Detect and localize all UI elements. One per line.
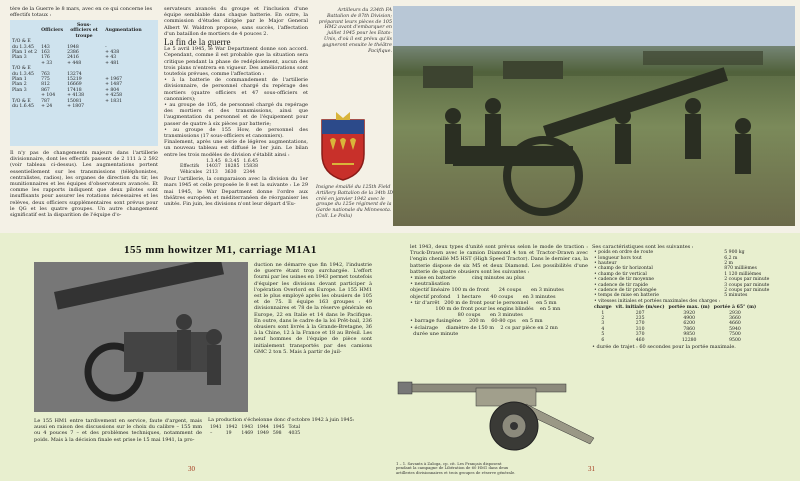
table-cell: 870 millièmes [724,266,757,272]
table-cell: 2113 [206,169,218,175]
col2-para4: Pour l'artillerie, la comparaison avec la division du 1er mars 1945 et celle proposée le 8 est la suivante : Le 29 mai 1945, le War Department donne l'ordre aux théâtres européen et méditerranéen de réorganiser les unités. Fin juin, les divisions n'ont leur départ d'Eu- [164,176,308,207]
table-cell: 1945 [272,425,285,431]
table-header-cell: charge [594,305,612,311]
howitzer-m1-icon [396,346,596,456]
table-cell: 1 120 millièmes [724,271,762,277]
table-cell: 17418 [67,87,82,93]
table-cell: 4 [601,326,605,332]
table-cell: 6200 [683,321,696,327]
table-cell: 812 [41,82,50,88]
table-cell: T/O & E [12,98,31,104]
table-cell: + 33 [41,60,53,66]
col2-para2: Le 5 avril 1945, le War Department donne son accord. Cependant, comme il est probable que la situation sera critique pendant la phase de redéploiement, aucun des trois plans n'entrera en vigueur. Des améliorations sont toutefois prévues, comme l'affectation : [164,46,308,78]
table-row [208,431,302,436]
bullet-1: • à la batterie de commandement de l'artillerie divisionnaire, de personnel chargé du repérage des mortiers (quatre officiers et 47 sous-officiers et canonniers); [164,77,308,102]
table-cell: Plan 1 et 2 [12,50,38,56]
page-number-right: 31 [588,465,595,473]
list-item: objectif linéaire 100 m de front 24 coups en 3 minutes [410,287,564,294]
howitzer-illustration [396,346,596,456]
table-cell: + 1831 [105,98,123,104]
table-cell: + 24 [41,104,53,110]
table-cell: 2 coups par minute [724,277,770,283]
intro-line-2: effectifs totaux : [10,12,52,19]
bullet-2: • au groupe de 105, de personnel chargé du repérage des mortiers et des transmissions, ainsi que l'augmentation du personnel et de l'équipement pour passer de quatre à six pièces par batterie; [164,102,308,127]
table-cell: 1.6.45 [243,158,258,164]
table-cell: 1948 [67,44,79,50]
table-cell: du 1.6.45 [12,104,34,110]
table-cell: 1941 [210,425,222,431]
division-compare-table [178,159,260,175]
table-cell: + 104 [41,93,56,99]
col2-para1: servateurs avancés du groupe et l'inclusion d'une équipe semblable dans chaque batterie. En outre, la commission d'études dirigée par le Major General Albert W. Waldron propose, sans succès, l'affectation d'un bataillon de mortiers de 4 pouces 2. [164,6,308,37]
m1-text-col: duction ne démarre que fin 1942, l'industrie de guerre étant trop surchargée. L'effort fourni par les usines en 1943 permet toutefois d'équiper les divisions devant participer à l'opération Overlord en Europe. Le 155 HM1 est le plus employé après les obusiers de 105 et de 75. Il équipe 163 groupes : 49 divisionnaires et 78 de la réserve générale en Europe, 22 en Italie et 14 dans le Pacifique. En outre, dans le cadre de la loi Prêt-bail, 236 obusiers sont livrés à la Grande-Bretagne, 36 à la Chine, 12 à la France et 18 au Brésil. Les neuf hommes de l'équipe de pièce sont initialement transportés par des camions GMC 2 ton 5. Mais à partir de juil- [254,262,372,355]
table-cell: 176 [41,55,50,61]
table-cell: 4660 [729,321,741,327]
col-officiers: Officiers [41,28,64,34]
list-item: • barrage fusingène 200 m 60-80 cps en 5 mn [410,318,543,325]
heading-fin-guerre: La fin de la guerre [164,37,231,48]
table-row [178,164,260,169]
list-item: • mise en batterie cinq minutes au plus [410,275,525,282]
table-row [592,299,771,304]
production-table [208,425,302,436]
table-cell: T/O & E [12,39,31,45]
unit-insignia [320,110,366,182]
gun-caption: 1 – 1. Savants à Zaloga, cp. cit. Les Français disposent pendant la campagne de Libération de 60 HM1 dans deux artilleries divisionnaires et trois groupes de réserve générale. [396,461,516,475]
table-cell: 19 [225,430,232,436]
table-cell: 598 [272,430,282,436]
table-cell: 14037 [206,164,221,170]
table-row [178,170,260,175]
table-cell: • champ de tir horizontal [594,266,653,272]
table-cell: 143 [41,44,50,50]
table-cell: 8.3.45 [224,158,240,164]
production-title: La production s'échelonne donc d'octobre 1942 à juin 1945: [208,418,355,423]
table-cell: 3660 [729,316,741,322]
table-cell: T/O & E [12,66,31,72]
table-cell: • cadence de tir moyenne [594,277,655,283]
table-cell: 1.3.45 [206,158,221,164]
col-augmentation: Augmentation [105,28,142,34]
artillery-crew-photo [393,6,795,226]
table-cell: Plan 2 [12,82,27,88]
table-cell: • cadence de tir rapide [594,282,648,288]
list-item: objectif profond 1 hectare 40 coups en 3 minutes [410,293,556,300]
table-header-row [10,23,144,39]
bullet-3: • au groupe de 155 How, de personnel des transmissions (17 sous-officiers et canonniers). [164,126,308,140]
table-row [592,338,758,343]
table-cell: 1944 [257,425,269,431]
table-cell: + 4138 [67,93,85,99]
right-intro: let 1943, deux types d'unité sont prévus selon le mode de traction : Truck-Drawn avec le camion Diamond 4 ton et Tractor-Drawn avec l'engin chenillé M5 HST (High Speed Tractor). Dans le dernier cas, la batterie dispose de six M5 et deux Diamond. Les possibilités d'une batterie de quatre obusiers sont les suivantes : [410,244,588,275]
page-number-left: 30 [188,465,195,473]
table-cell: Plan 3 [12,87,27,93]
table-cell: 16669 [67,82,82,88]
table-cell: + 448 [67,60,82,66]
photo-caption-top: Artilleurs du 334th FA Battalion de 87th Division; préparant leurs pièces de 105 HM2 avant d'embarquer en juillet 1945 pour les Etats-Unis, d'où il est prévu qu'ils gagneront ensuite le théâtre Pacifique. [318,8,392,54]
production-table-wrap [208,418,372,436]
table-cell: Plan 1 [12,77,27,83]
table-header-row [592,305,758,310]
table-cell: Total [288,425,301,431]
table-cell: 2930 [729,310,741,316]
table-cell: 3 coups par minute [724,282,770,288]
col-sous-officiers: Sous-officiers et troupe [70,23,98,39]
table-cell: + 438 [105,50,120,56]
table-cell: 7500 [729,332,741,338]
table-cell [722,299,771,304]
table-cell: 9850 [683,332,696,338]
performance-list [410,275,588,337]
table-cell: 9500 [729,337,741,343]
table-cell: 12280 [681,337,697,343]
table-cell: 1949 [257,430,269,436]
table-cell: 2386 [67,50,79,56]
table-cell: + 4258 [105,93,123,99]
table-cell: + 481 [105,60,120,66]
table-cell: Plan 3 [12,55,27,61]
table-cell: 1469 [241,430,254,436]
table-cell: Véhicules [180,169,203,175]
table-cell: 867 [41,87,50,93]
table-cell: 5 900 kg [724,250,745,256]
specs-table [592,250,771,304]
table-cell: - [105,44,107,50]
specs-col [592,244,792,350]
table-cell: • vitesses initiales et portées maximales des charges : [594,298,721,304]
table-header-cell: portée max. (m) [668,305,710,311]
table-cell: + 1967 [105,77,123,83]
section-title: 155 mm howitzer M1, carriage M1A1 [124,244,317,256]
list-item: 80 coups en 3 minutes [410,312,523,319]
table-cell: 235 [635,316,645,322]
effectifs-table [10,23,144,110]
table-cell: 4035 [288,430,301,436]
table-cell: 163 [41,50,50,56]
table-cell: 775 [41,77,50,83]
col2-para3: Finalement, après une série de légères augmentations, un nouveau tableau est diffusé le 1er juin. Le bilan entre les trois modèles de division s'établit ainsi : [164,139,308,158]
table-cell: 3 [601,321,605,327]
effectifs-table-box [10,20,158,146]
table-cell: + 1807 [67,104,85,110]
table-cell: 1 [601,310,605,316]
list-item: • neutralisation [410,281,450,288]
table-cell: 310 [635,326,645,332]
table-cell: 460 [635,337,645,343]
charges-table [592,305,758,343]
artillery-photo-icon [393,6,795,226]
table-cell: • poids en ordre de route [594,250,654,256]
table-cell: 5940 [729,326,741,332]
table-row [10,104,144,109]
table-cell: • longueur hors tout [594,255,642,261]
table-cell: Effectifs [180,164,200,170]
table-cell: 6 [601,337,605,343]
table-cell: 370 [635,332,645,338]
left-col2 [164,6,308,207]
table-header-cell: portée à 65° (m) [713,305,757,311]
table-cell: 15081 [67,98,82,104]
table-cell: 2416 [67,55,79,61]
table-cell: + 1487 [105,82,123,88]
table-cell: 2344 [243,169,256,175]
insignia-caption: Insigne émaillé du 125th Field Artillery Battalion de la 34th ID créé en janvier 1942 avec le groupe du 125e régiment de la Garde nationale du Minnesota. (Coll. Le Poilu) [316,185,394,219]
list-item: 100 m de front pour les engins blindés en 5 mn [410,306,561,313]
table-cell: 3630 [224,169,237,175]
table-cell: 270 [635,321,645,327]
list-item: • tir d'arrêt 200 m de front pour le personnel en 5 mn [410,299,557,306]
table-cell: • temps de mise en batterie [594,293,659,299]
table-cell: 207 [635,310,645,316]
table-cell: 2 [601,316,605,322]
table-cell: • cadence de tir prolongée [594,288,657,294]
table-cell: du 1.3.45 [12,71,34,77]
table-cell: 5 minutes [724,293,748,299]
specs-title: Ses caractéristiques sont les suivantes : [592,244,694,250]
table-cell: • hauteur [594,261,617,267]
table-cell: + 804 [105,87,120,93]
howitzer-photo-caption: Le 155 HM1 entre tardivement en service, faute d'argent, mais aussi en raison des discussions sur le choix du calibre – 155 mm ou 4 pouces 7 – et des problèmes techniques, notamment de poids. Mais à la décision finale est prise le 15 mai 1941, la pro- [34,418,202,443]
table-cell: 1943 [241,425,254,431]
insignia-shield-icon [320,110,366,182]
table-cell: 15219 [67,77,82,83]
table-cell: 763 [41,71,50,77]
table-cell: 1942 [225,425,238,431]
duration-note: • durée de trajet : 60 secondes pour la portée maximale. [592,344,736,351]
table-cell: – [210,430,213,436]
table-cell: • champ de tir vertical [594,271,647,277]
table-cell: 2 coups par minute [724,288,770,294]
table-cell: 2 m [724,261,734,267]
table-cell: + 43 [105,55,117,61]
table-cell: 13274 [67,71,82,77]
table-cell: 4900 [683,316,696,322]
table-cell: 787 [41,98,50,104]
right-col-text [410,244,588,337]
table-cell: 15838 [243,164,258,170]
table-header-cell: vit. initiale (m/sec) [615,305,665,311]
howitzer-photo [34,262,248,412]
left-col1-intro [10,6,158,18]
table-cell [103,104,144,109]
table-cell: 7860 [683,326,696,332]
table-cell: 18285 [224,164,240,170]
intro-line-1: tère de la Guerre le 8 mars, avec en ce qui concerne les [10,6,153,12]
left-col1-paragraph: Il n'y pas de changements majeurs dans l'artillerie divisionnaire, dont les effectifs passent de 2 111 à 2 592 (voir tableau ci-dessus). Les augmentations portent essentiellement sur les transmissions (téléphonistes, centralistes, radios), les organes de direction du tir, les munitionnaires et les équipes d'observateurs avancés. Et comme les rapports indiquent que deux pilotes sont insuffisants pour assurer les rotations nécessaires et les relèves, deux officiers supplémentaires sont prévus pour le QG et les quatre groupes. Un autre changement significatif est la disparition de l'équipe d'o- [10,150,158,219]
table-cell: du 1.3.45 [12,44,34,50]
list-item: durée une minute [410,330,459,337]
howitzer-crew-photo-icon [34,262,248,412]
table-cell: 3920 [683,310,696,316]
list-item: • éclairage diamètre de 150 m 2 cs par pièce en 2 mn [410,324,558,331]
table-cell: 6,2 m [724,255,738,261]
table-cell: 5 [601,332,605,338]
